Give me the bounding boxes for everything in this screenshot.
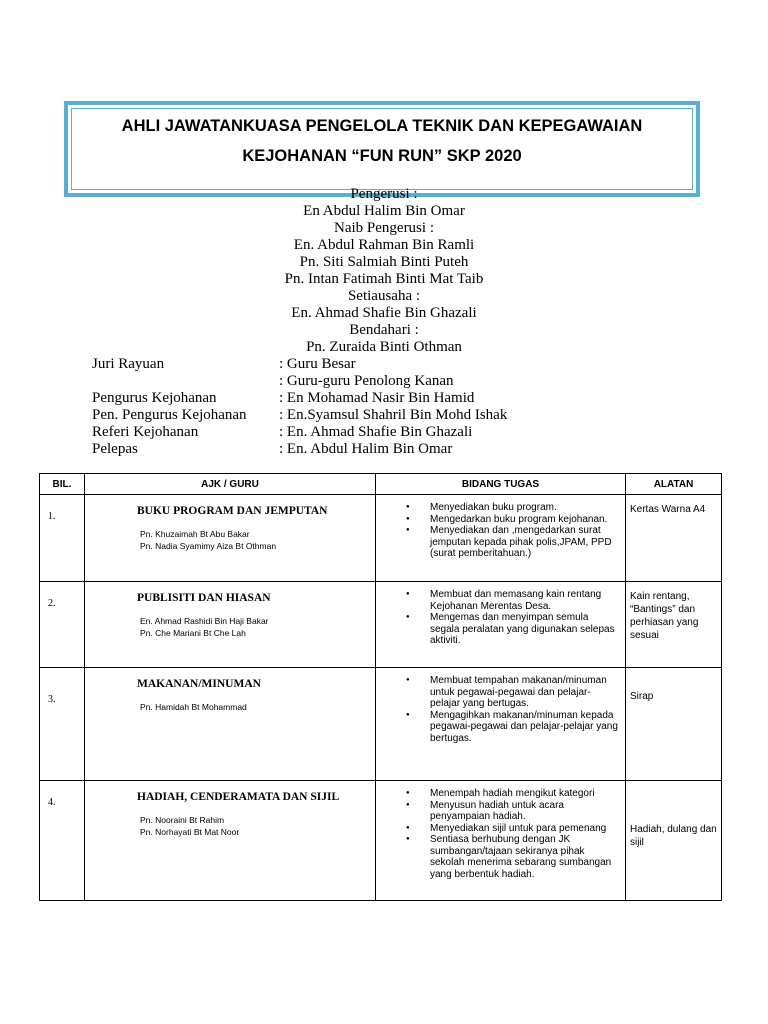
committee-title: MAKANAN/MINUMAN — [137, 678, 261, 690]
official-value: : En. Abdul Halim Bin Omar — [279, 441, 453, 457]
equipment-cell: Kain rentang, “Bantings” dan perhiasan yang sesuai — [626, 582, 722, 668]
official-label: Pengurus Kejohanan — [92, 390, 217, 406]
ajk-cell — [85, 668, 376, 781]
task-list — [376, 502, 625, 560]
org-line-name: Pn. Zuraida Binti Othman — [306, 339, 462, 355]
org-line-name: Pn. Intan Fatimah Binti Mat Taib — [284, 271, 484, 287]
member-name: Pn. Nadia Syamimy Aiza Bt Othman — [140, 541, 277, 551]
official-label: Referi Kejohanan — [92, 424, 199, 440]
document-subtitle: KEJOHANAN “FUN RUN” SKP 2020 — [242, 147, 522, 165]
official-row — [92, 424, 472, 441]
official-row — [92, 390, 474, 407]
member-name: Pn. Che Mariani Bt Che Lah — [140, 628, 246, 638]
table-row — [40, 668, 722, 781]
task-item: ● Mengemas dan menyimpan semula segala peralatan yang digunakan selepas aktiviti. — [376, 612, 619, 647]
ajk-cell — [85, 495, 376, 582]
equipment-cell: Kertas Warna A4 — [626, 495, 722, 582]
official-row — [92, 407, 507, 424]
column-header-alatan: ALATAN — [626, 474, 722, 495]
tasks-cell — [376, 582, 626, 668]
committee-members — [140, 814, 375, 838]
org-line-role: Setiausaha : — [347, 288, 421, 304]
task-item: ● Menyusun hadiah untuk acara penyampaian hadiah. — [376, 800, 619, 823]
table-row — [40, 495, 722, 582]
official-row — [92, 373, 454, 390]
ajk-cell — [85, 781, 376, 901]
member-name: Pn. Hamidah Bt Mohammad — [140, 702, 247, 712]
table-header-row — [40, 474, 722, 495]
document-title: AHLI JAWATANKUASA PENGELOLA TEKNIK DAN KEPEGAWAIAN — [121, 117, 643, 135]
tasks-cell — [376, 668, 626, 781]
equipment-cell: Sirap — [626, 668, 722, 781]
org-line-name: En. Ahmad Shafie Bin Ghazali — [291, 305, 477, 321]
committee-title: HADIAH, CENDERAMATA DAN SIJIL — [137, 791, 340, 803]
task-list — [376, 675, 625, 744]
column-header-ajk: AJK / GURU — [85, 474, 376, 495]
duty-table — [39, 473, 722, 901]
committee-title: BUKU PROGRAM DAN JEMPUTAN — [137, 505, 328, 517]
official-value: : En.Syamsul Shahril Bin Mohd Ishak — [279, 407, 508, 423]
official-row — [92, 356, 356, 373]
official-value: : En. Ahmad Shafie Bin Ghazali — [279, 424, 473, 440]
org-line-name: En Abdul Halim Bin Omar — [303, 203, 465, 219]
org-line-name: En. Abdul Rahman Bin Ramli — [293, 237, 475, 253]
committee-members — [140, 615, 375, 639]
official-value: : Guru Besar — [279, 356, 356, 372]
row-number: 4. — [40, 781, 85, 901]
member-name: Pn. Norhayati Bt Mat Noor — [140, 827, 240, 837]
title-box — [64, 101, 700, 197]
task-item: ● Mengagihkan makanan/minuman kepada pegawai-pegawai dan pelajar-pelajar yang bertugas. — [376, 710, 619, 745]
column-header-bil: BIL. — [40, 474, 85, 495]
official-label: Pen. Pengurus Kejohanan — [92, 407, 247, 423]
committee-members — [140, 701, 375, 713]
row-number: 2. — [40, 582, 85, 668]
task-item: ● Menyediakan sijil untuk para pemenang — [376, 823, 619, 835]
row-number: 1. — [40, 495, 85, 582]
org-line-role: Pengerusi : — [350, 186, 418, 202]
task-item: ● Membuat dan memasang kain rentang Kejohanan Merentas Desa. — [376, 589, 619, 612]
tasks-cell — [376, 495, 626, 582]
official-row — [92, 441, 452, 458]
member-name: En. Ahmad Rashidi Bin Haji Bakar — [140, 616, 269, 626]
task-list — [376, 788, 625, 880]
equipment-cell: Hadiah, dulang dan sijil — [626, 781, 722, 901]
task-item: ● Mengedarkan buku program kejohanan. — [376, 514, 619, 526]
org-line-role: Bendahari : — [349, 322, 419, 338]
task-item: ● Menyediakan buku program. — [376, 502, 619, 514]
task-list — [376, 589, 625, 647]
official-value: : Guru-guru Penolong Kanan — [279, 373, 454, 389]
row-number: 3. — [40, 668, 85, 781]
official-label: Juri Rayuan — [92, 356, 165, 372]
tasks-cell — [376, 781, 626, 901]
task-item: ● Menyediakan dan ,mengedarkan surat jemputan kepada pihak polis,JPAM, PPD (surat pemberitahuan.) — [376, 525, 619, 560]
task-item: ● Membuat tempahan makanan/minuman untuk pegawai-pegawai dan pelajar-pelajar yang bertugas. — [376, 675, 619, 710]
org-line-name: Pn. Siti Salmiah Binti Puteh — [299, 254, 469, 270]
table-row — [40, 582, 722, 668]
ajk-cell — [85, 582, 376, 668]
table-row — [40, 781, 722, 901]
member-name: Pn. Nooraini Bt Rahim — [140, 815, 225, 825]
org-line-role: Naib Pengerusi : — [334, 220, 434, 236]
task-item: ● Menempah hadiah mengikut kategori — [376, 788, 619, 800]
committee-title: PUBLISITI DAN HIASAN — [137, 592, 271, 604]
task-item: ● Sentiasa berhubung dengan JK sumbangan/tajaan sekiranya pihak sekolah menerima sebarang sumbangan yang berbentuk hadiah. — [376, 834, 619, 880]
official-label: Pelepas — [92, 441, 138, 457]
official-value: : En Mohamad Nasir Bin Hamid — [279, 390, 475, 406]
column-header-bidang-tugas: BIDANG TUGAS — [376, 474, 626, 495]
committee-members — [140, 528, 375, 552]
member-name: Pn. Khuzaimah Bt Abu Bakar — [140, 529, 250, 539]
